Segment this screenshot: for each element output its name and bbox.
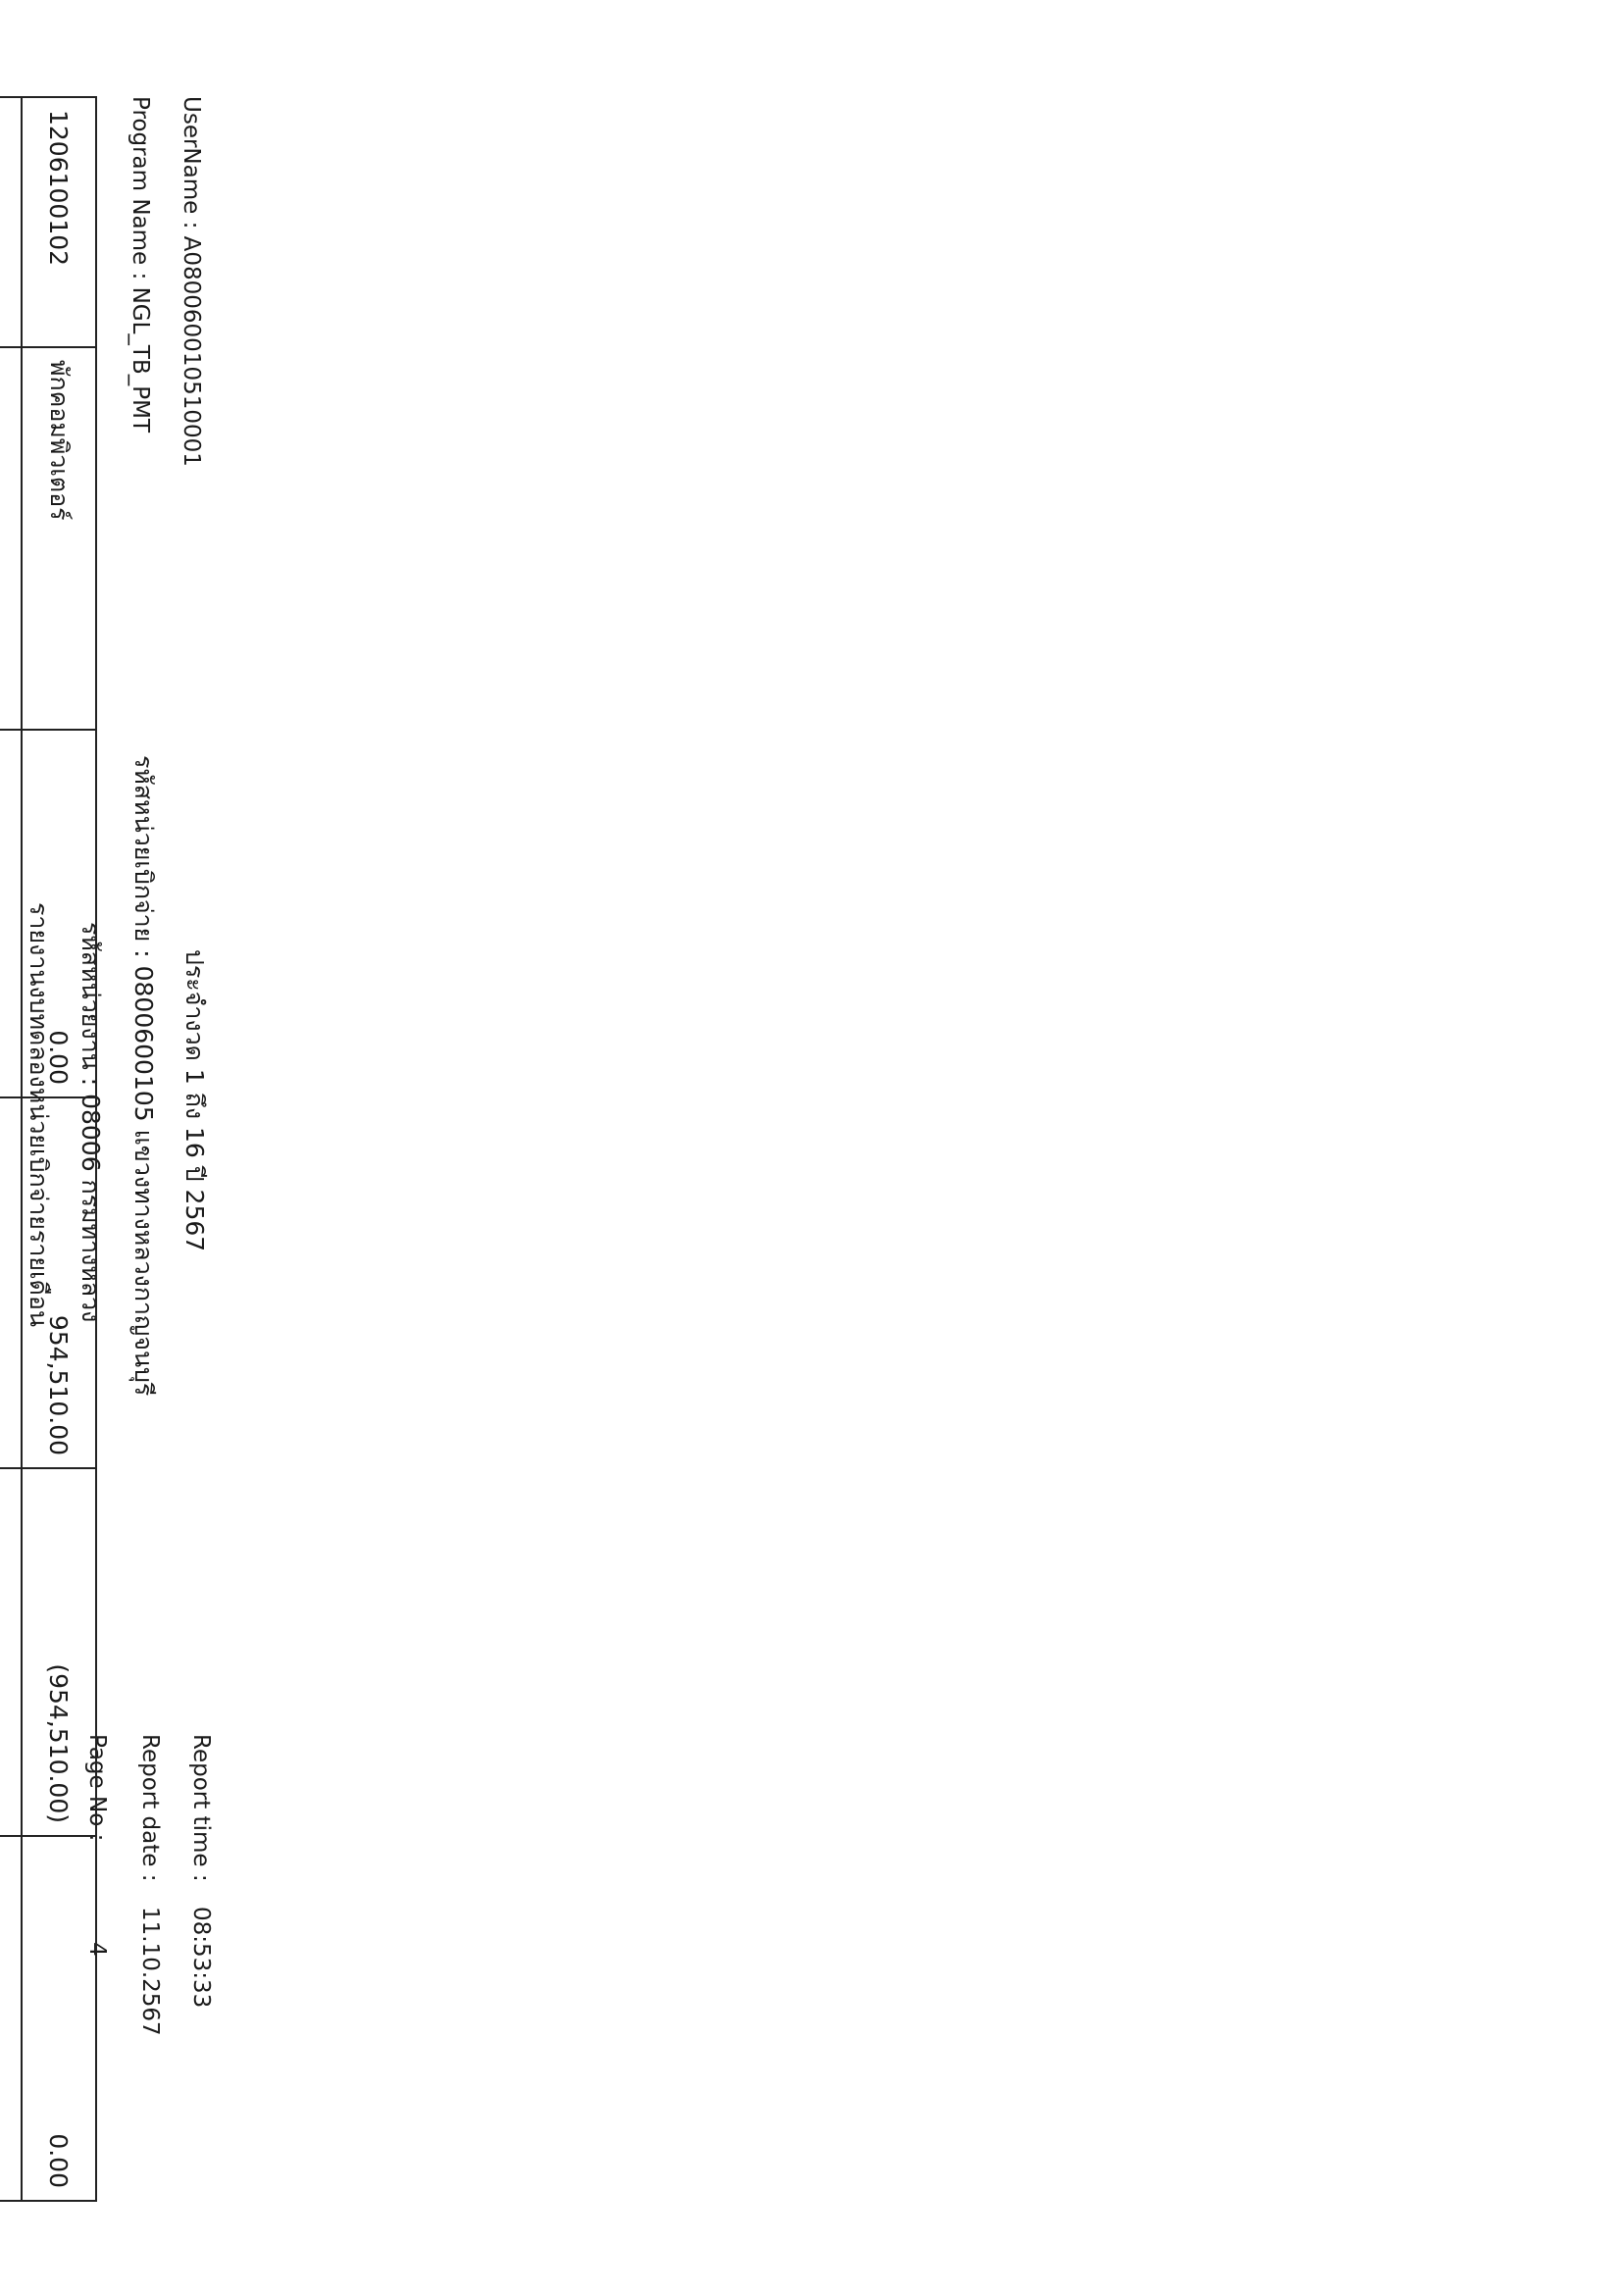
trial-balance-table [0, 96, 97, 2202]
report-time-label: Report time : [188, 1734, 214, 1882]
carried-forward-cell: 0.00 [22, 1836, 96, 2201]
credit-cell [0, 1468, 22, 1836]
agency-line: รหัสหน่วยงาน : 08006 กรมทางหลวง [76, 922, 105, 1323]
debit-cell: 954,510.00 [22, 1097, 96, 1468]
report-time-value: 08:53:33 [188, 1907, 214, 2009]
user-name: UserName : A080060010510001 [178, 96, 204, 467]
report-title: รายงานงบทดลองหน่วยเบิกจ่ายรายเดือน [25, 902, 53, 1327]
debit-cell [0, 1097, 22, 1468]
page-no-label: Page No : [84, 1734, 110, 1842]
brought-forward-cell: 0.00 [22, 730, 96, 1097]
period-line: ประจำงวด 1 ถึง 16 ปี 2567 [180, 949, 209, 1252]
table-row [22, 97, 96, 2201]
account-name-cell: พักคอมพิวเตอร์ [22, 347, 96, 730]
program-name: Program Name : NGL_TB_PMT [127, 96, 153, 433]
report-date-label: Report date : [137, 1734, 163, 1882]
credit-cell: (954,510.00) [22, 1468, 96, 1836]
report-date-value: 11.10.2567 [137, 1907, 163, 2036]
table-row [0, 97, 22, 2201]
account-code-cell: 1206100102 [22, 97, 96, 347]
brought-forward-cell [0, 730, 22, 1097]
carried-forward-cell [0, 1836, 22, 2201]
page-no-value: 4 [84, 1942, 110, 1957]
disbursing-unit-line: รหัสหน่วยเบิกจ่าย : 0800600105 แขวงทางหลวงกาญจนบุรี [129, 755, 158, 1397]
account-name-cell [0, 347, 22, 730]
account-code-cell [0, 97, 22, 347]
